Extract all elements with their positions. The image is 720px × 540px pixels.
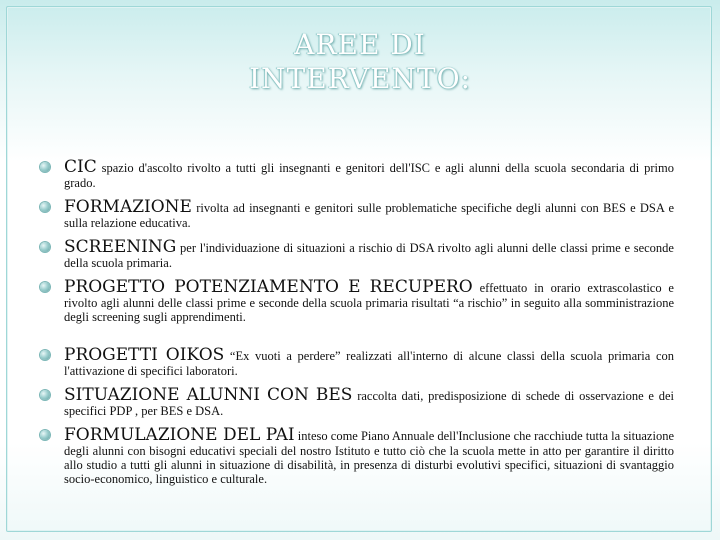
item-paragraph [64, 238, 674, 270]
item-paragraph [64, 278, 674, 324]
item-description: “Ex vuoti a perdere” realizzati all'interno di alcune classi della scuola primaria con l'attivazione di specifici laboratori. [64, 349, 674, 378]
item-heading: FORMULAZIONE DEL PAI [64, 425, 295, 445]
item-heading: PROGETTI OIKOS [64, 345, 225, 365]
bullet-icon [40, 242, 50, 252]
item-heading: CIC [64, 157, 97, 177]
list-item-situazione-bes [40, 386, 674, 418]
bullet-icon [40, 282, 50, 292]
item-description: rivolta ad insegnanti e genitori sulle problematiche specifiche degli alunni con BES e DSA e sulla relazione educativa. [64, 201, 674, 230]
item-heading: PROGETTO POTENZIAMENTO E RECUPERO [64, 277, 473, 297]
item-paragraph [64, 426, 674, 486]
bullet-icon [40, 350, 50, 360]
item-heading: SITUAZIONE ALUNNI CON BES [64, 385, 353, 405]
title-line-1: AREE DI [294, 28, 426, 61]
list-item-pai [40, 426, 674, 486]
bullet-icon [40, 430, 50, 440]
item-paragraph [64, 198, 674, 230]
bullet-list [40, 158, 674, 486]
item-paragraph [64, 346, 674, 378]
item-paragraph [64, 386, 674, 418]
slide-title [0, 28, 720, 96]
item-heading: FORMAZIONE [64, 197, 192, 217]
list-item-screening [40, 238, 674, 270]
item-heading: SCREENING [64, 237, 177, 257]
item-description: per l'individuazione di situazioni a rischio di DSA rivolto agli alunni delle classi prime e seconde della scuola primaria. [64, 241, 674, 270]
bullet-icon [40, 390, 50, 400]
item-paragraph [64, 158, 674, 190]
list-item-progetto-potenziamento [40, 278, 674, 324]
bullet-icon [40, 162, 50, 172]
item-description: spazio d'ascolto rivolto a tutti gli insegnanti e genitori dell'ISC e agli alunni della scuola secondaria di primo grado. [64, 161, 674, 190]
item-description: inteso come Piano Annuale dell'Inclusione che racchiude tutta la situazione degli alunni con bisogni educativi speciali del nostro Istituto e tutto ciò che la scuola mette in atto per garantire il diritto allo studio a tutti gli alunni in situazione di disabilità, in presenza di disturbi evolutivi specifici, situazioni di svantaggio socio-economico, linguistico e culturale. [64, 429, 674, 486]
list-item-progetti-oikos [40, 346, 674, 378]
bullet-icon [40, 202, 50, 212]
item-description: effettuato in orario extrascolastico e rivolto agli alunni delle classi prime e seconde della scuola primaria risultati “a rischio” in seguito alla somministrazione degli screening sugli apprendimenti. [64, 281, 674, 324]
list-item-formazione [40, 198, 674, 230]
item-description: raccolta dati, predisposizione di schede di osservazione e dei specifici PDP , per BES e DSA. [64, 389, 674, 418]
title-line-2: INTERVENTO: [249, 62, 471, 95]
list-item-cic [40, 158, 674, 190]
